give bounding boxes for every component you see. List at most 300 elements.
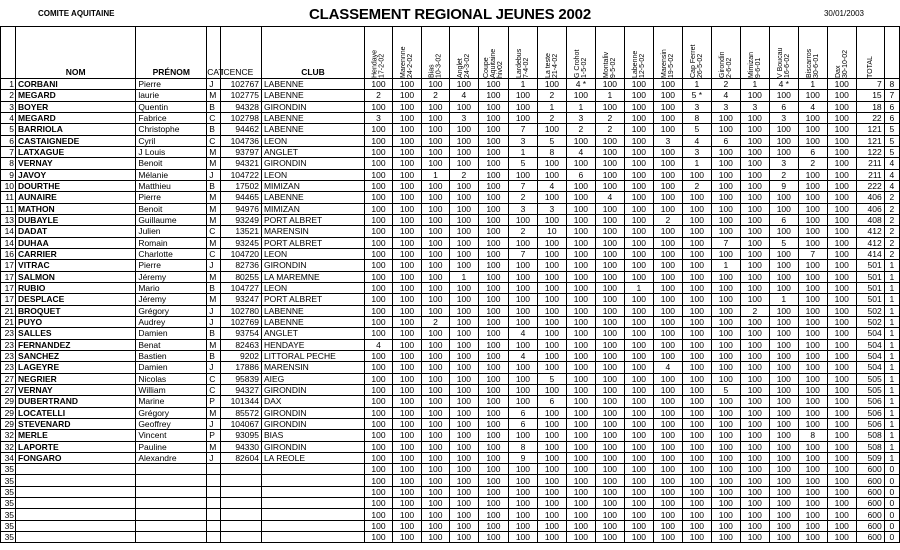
race-result-cell: 100 bbox=[595, 214, 624, 225]
race-result-cell: 100 bbox=[595, 498, 624, 509]
race-result-cell: 100 bbox=[769, 339, 798, 350]
race-result-cell: 100 bbox=[508, 373, 537, 384]
rank-cell: 17 bbox=[1, 282, 16, 293]
nom-cell: VITRAC bbox=[16, 260, 136, 271]
race-result-cell: 100 bbox=[566, 350, 595, 361]
race-result-cell: 100 bbox=[421, 101, 449, 112]
race-result-cell: 100 bbox=[478, 328, 508, 339]
race-result-cell: 100 bbox=[421, 464, 449, 475]
race-result-cell: 100 bbox=[595, 441, 624, 452]
cat-cell bbox=[207, 486, 221, 497]
race-result-cell: 100 bbox=[624, 509, 653, 520]
race-result-cell: 100 bbox=[478, 441, 508, 452]
race-result-cell: 100 bbox=[769, 305, 798, 316]
cat-cell bbox=[207, 509, 221, 520]
race-result-cell: 100 bbox=[392, 498, 421, 509]
race-result-cell: 100 bbox=[537, 475, 566, 486]
race-result-cell: 100 bbox=[740, 486, 769, 497]
rank-cell: 23 bbox=[1, 362, 16, 373]
race-result-cell: 100 bbox=[537, 441, 566, 452]
race-result-cell: 1 bbox=[508, 146, 537, 157]
race-result-cell: 100 bbox=[827, 384, 856, 395]
table-row bbox=[1, 237, 900, 248]
race-result-cell: 100 bbox=[508, 90, 537, 101]
race-result-cell: 100 bbox=[740, 430, 769, 441]
rank-cell: 29 bbox=[1, 407, 16, 418]
race-result-cell: 5 bbox=[682, 124, 711, 135]
race-result-cell: 100 bbox=[421, 112, 449, 123]
race-result-cell: 4 bbox=[653, 362, 682, 373]
race-result-cell: 1 bbox=[624, 282, 653, 293]
race-result-cell: 100 bbox=[478, 101, 508, 112]
race-result-cell: 100 bbox=[392, 339, 421, 350]
cat-cell: B bbox=[207, 350, 221, 361]
club-cell: PORT ALBRET bbox=[261, 294, 364, 305]
race-result-cell: 100 bbox=[449, 486, 478, 497]
race-result-cell: 100 bbox=[798, 498, 827, 509]
race-result-cell: 100 bbox=[508, 271, 537, 282]
race-result-cell: 100 bbox=[566, 430, 595, 441]
cat-cell: M bbox=[207, 214, 221, 225]
club-cell: MARENSIN bbox=[261, 362, 364, 373]
race-result-cell: 100 bbox=[449, 79, 478, 90]
document-date: 30/01/2003 bbox=[823, 9, 864, 18]
total-cell: 508 bbox=[856, 430, 884, 441]
rank-cell: 35 bbox=[1, 532, 16, 543]
race-result-cell: 100 bbox=[365, 509, 393, 520]
race-result-cell: 100 bbox=[827, 396, 856, 407]
total-cell: 408 bbox=[856, 214, 884, 225]
race-result-cell: 2 bbox=[449, 169, 478, 180]
cat-cell: M bbox=[207, 158, 221, 169]
race-result-cell: 5 bbox=[537, 135, 566, 146]
cat-cell: M bbox=[207, 192, 221, 203]
race-result-cell: 100 bbox=[624, 339, 653, 350]
rank-cell: 14 bbox=[1, 226, 16, 237]
race-result-cell: 100 bbox=[365, 384, 393, 395]
total-cell: 600 bbox=[856, 475, 884, 486]
race-result-cell: 100 bbox=[682, 248, 711, 259]
total-cell: 211 bbox=[856, 169, 884, 180]
race-result-cell: 100 bbox=[769, 384, 798, 395]
club-cell bbox=[261, 464, 364, 475]
race-result-cell: 100 bbox=[798, 418, 827, 429]
count-cell: 1 bbox=[884, 328, 899, 339]
race-result-cell: 100 bbox=[769, 441, 798, 452]
race-result-cell: 100 bbox=[566, 237, 595, 248]
race-result-cell: 100 bbox=[421, 328, 449, 339]
licence-cell bbox=[221, 486, 262, 497]
race-result-cell: 100 bbox=[449, 135, 478, 146]
ranking-rows bbox=[1, 79, 900, 543]
prenom-cell: Mélanie bbox=[136, 169, 207, 180]
table-row bbox=[1, 90, 900, 101]
club-cell bbox=[261, 486, 364, 497]
race-result-cell: 100 bbox=[653, 464, 682, 475]
count-cell: 5 bbox=[884, 135, 899, 146]
licence-cell: 94328 bbox=[221, 101, 262, 112]
race-result-cell: 100 bbox=[827, 339, 856, 350]
race-result-cell: 100 bbox=[624, 486, 653, 497]
race-result-cell: 100 bbox=[478, 214, 508, 225]
nom-cell: JAVOY bbox=[16, 169, 136, 180]
prenom-cell: laurie bbox=[136, 90, 207, 101]
race-result-cell: 100 bbox=[711, 328, 740, 339]
race-result-cell: 5 bbox=[508, 158, 537, 169]
race-result-cell: 100 bbox=[798, 373, 827, 384]
race-result-cell: 100 bbox=[682, 362, 711, 373]
licence-cell bbox=[221, 532, 262, 543]
race-result-cell: 4 * bbox=[769, 79, 798, 90]
cat-cell: M bbox=[207, 237, 221, 248]
licence-cell: 102767 bbox=[221, 79, 262, 90]
race-result-cell: 100 bbox=[711, 418, 740, 429]
race-result-cell: 4 bbox=[537, 180, 566, 191]
race-result-cell: 100 bbox=[421, 203, 449, 214]
race-result-cell: 100 bbox=[365, 282, 393, 293]
race-result-cell: 100 bbox=[508, 532, 537, 543]
race-result-cell: 100 bbox=[827, 237, 856, 248]
race-result-cell: 100 bbox=[653, 430, 682, 441]
club-cell: LA REOLE bbox=[261, 452, 364, 463]
race-result-cell: 100 bbox=[769, 452, 798, 463]
rank-cell: 35 bbox=[1, 475, 16, 486]
race-result-cell: 2 bbox=[711, 79, 740, 90]
cat-cell: M bbox=[207, 339, 221, 350]
cat-cell: C bbox=[207, 135, 221, 146]
race-result-cell: 100 bbox=[421, 509, 449, 520]
nom-cell: MEGARD bbox=[16, 90, 136, 101]
race-result-cell: 100 bbox=[798, 90, 827, 101]
race-result-cell: 100 bbox=[653, 384, 682, 395]
race-result-cell: 100 bbox=[653, 373, 682, 384]
race-result-cell: 100 bbox=[392, 532, 421, 543]
race-result-cell: 100 bbox=[711, 192, 740, 203]
rank-cell: 9 bbox=[1, 169, 16, 180]
race-result-cell: 100 bbox=[653, 180, 682, 191]
race-result-cell: 100 bbox=[769, 350, 798, 361]
licence-cell: 93245 bbox=[221, 237, 262, 248]
prenom-cell: Pierre bbox=[136, 192, 207, 203]
race-result-cell: 100 bbox=[421, 373, 449, 384]
table-row bbox=[1, 294, 900, 305]
race-result-cell: 100 bbox=[595, 373, 624, 384]
licence-cell: 93754 bbox=[221, 328, 262, 339]
race-result-cell: 100 bbox=[566, 135, 595, 146]
race-result-cell: 100 bbox=[508, 294, 537, 305]
race-result-cell: 100 bbox=[827, 260, 856, 271]
total-cell: 122 bbox=[856, 146, 884, 157]
race-result-cell: 100 bbox=[537, 520, 566, 531]
total-cell: 508 bbox=[856, 441, 884, 452]
race-result-cell: 100 bbox=[595, 339, 624, 350]
cat-cell: M bbox=[207, 441, 221, 452]
table-row bbox=[1, 146, 900, 157]
race-result-cell: 100 bbox=[566, 316, 595, 327]
race-result-cell: 100 bbox=[392, 158, 421, 169]
table-row bbox=[1, 169, 900, 180]
race-result-cell: 1 bbox=[798, 79, 827, 90]
race-result-cell: 100 bbox=[653, 260, 682, 271]
race-result-cell: 100 bbox=[711, 294, 740, 305]
race-result-cell: 100 bbox=[624, 237, 653, 248]
club-cell: LABENNE bbox=[261, 316, 364, 327]
race-result-cell: 100 bbox=[478, 271, 508, 282]
race-result-cell: 100 bbox=[769, 532, 798, 543]
race-result-cell: 100 bbox=[595, 396, 624, 407]
race-result-cell: 100 bbox=[537, 339, 566, 350]
race-result-cell: 100 bbox=[711, 520, 740, 531]
race-result-cell: 100 bbox=[827, 282, 856, 293]
race-result-cell: 100 bbox=[624, 316, 653, 327]
race-result-cell: 100 bbox=[392, 226, 421, 237]
race-result-cell: 100 bbox=[740, 214, 769, 225]
count-cell: 1 bbox=[884, 407, 899, 418]
race-result-cell: 100 bbox=[653, 498, 682, 509]
club-cell: DAX bbox=[261, 396, 364, 407]
race-result-cell: 100 bbox=[740, 350, 769, 361]
race-result-cell: 100 bbox=[478, 339, 508, 350]
total-cell: 600 bbox=[856, 464, 884, 475]
header-licence: ICENCE bbox=[221, 27, 262, 79]
race-result-cell: 100 bbox=[624, 146, 653, 157]
race-result-cell: 100 bbox=[798, 475, 827, 486]
race-result-cell: 100 bbox=[624, 79, 653, 90]
race-result-cell: 100 bbox=[711, 532, 740, 543]
race-result-cell: 100 bbox=[711, 452, 740, 463]
race-result-cell: 100 bbox=[711, 271, 740, 282]
race-result-cell: 100 bbox=[827, 316, 856, 327]
race-result-cell: 100 bbox=[449, 452, 478, 463]
club-cell: LABENNE bbox=[261, 305, 364, 316]
race-result-cell: 100 bbox=[711, 407, 740, 418]
nom-cell: DOURTHE bbox=[16, 180, 136, 191]
race-result-cell: 100 bbox=[769, 271, 798, 282]
race-result-cell: 2 bbox=[421, 90, 449, 101]
race-result-cell: 3 bbox=[769, 112, 798, 123]
race-result-cell: 100 bbox=[798, 441, 827, 452]
club-cell: ANGLET bbox=[261, 328, 364, 339]
table-row bbox=[1, 339, 900, 350]
race-result-cell: 100 bbox=[392, 441, 421, 452]
race-result-cell: 100 bbox=[566, 396, 595, 407]
cat-cell: C bbox=[207, 373, 221, 384]
race-result-cell: 100 bbox=[798, 294, 827, 305]
race-result-cell: 100 bbox=[682, 282, 711, 293]
prenom-cell: Benoit bbox=[136, 158, 207, 169]
race-result-cell: 100 bbox=[449, 441, 478, 452]
count-cell: 4 bbox=[884, 169, 899, 180]
race-result-cell: 100 bbox=[711, 248, 740, 259]
header-race: Girondin 2-6-02 bbox=[711, 27, 740, 79]
race-result-cell: 100 bbox=[624, 294, 653, 305]
licence-cell: 93249 bbox=[221, 214, 262, 225]
cat-cell bbox=[207, 498, 221, 509]
licence-cell: 102769 bbox=[221, 316, 262, 327]
nom-cell: SALMON bbox=[16, 271, 136, 282]
race-result-cell: 100 bbox=[740, 90, 769, 101]
licence-cell: 94976 bbox=[221, 203, 262, 214]
cat-cell: M bbox=[207, 407, 221, 418]
race-result-cell: 4 bbox=[595, 192, 624, 203]
race-result-cell: 100 bbox=[566, 260, 595, 271]
race-result-cell: 100 bbox=[595, 237, 624, 248]
race-result-cell: 100 bbox=[508, 464, 537, 475]
race-result-cell: 100 bbox=[711, 486, 740, 497]
count-cell: 1 bbox=[884, 339, 899, 350]
race-result-cell: 4 bbox=[682, 135, 711, 146]
nom-cell: BOYER bbox=[16, 101, 136, 112]
total-cell: 504 bbox=[856, 350, 884, 361]
race-result-cell: 100 bbox=[421, 237, 449, 248]
race-result-cell: 100 bbox=[421, 339, 449, 350]
cat-cell: B bbox=[207, 180, 221, 191]
race-result-cell: 100 bbox=[365, 373, 393, 384]
nom-cell: FERNANDEZ bbox=[16, 339, 136, 350]
rank-cell: 17 bbox=[1, 271, 16, 282]
prenom-cell bbox=[136, 486, 207, 497]
race-result-cell: 100 bbox=[392, 271, 421, 282]
race-result-cell: 100 bbox=[682, 464, 711, 475]
race-result-cell: 100 bbox=[478, 498, 508, 509]
race-result-cell: 100 bbox=[392, 373, 421, 384]
race-result-cell: 3 bbox=[740, 101, 769, 112]
table-row bbox=[1, 192, 900, 203]
race-result-cell: 100 bbox=[595, 203, 624, 214]
race-result-cell: 100 bbox=[566, 407, 595, 418]
race-result-cell: 100 bbox=[508, 237, 537, 248]
rank-cell: 32 bbox=[1, 441, 16, 452]
rank-cell: 17 bbox=[1, 294, 16, 305]
club-cell bbox=[261, 498, 364, 509]
race-result-cell: 100 bbox=[566, 452, 595, 463]
race-result-cell: 100 bbox=[769, 192, 798, 203]
nom-cell: SALLES bbox=[16, 328, 136, 339]
table-row bbox=[1, 226, 900, 237]
club-cell: LABENNE bbox=[261, 112, 364, 123]
race-result-cell: 100 bbox=[392, 520, 421, 531]
race-result-cell: 100 bbox=[827, 452, 856, 463]
race-result-cell: 3 bbox=[365, 112, 393, 123]
race-result-cell: 1 bbox=[449, 271, 478, 282]
race-result-cell: 100 bbox=[740, 509, 769, 520]
race-result-cell: 100 bbox=[624, 260, 653, 271]
race-result-cell: 100 bbox=[769, 203, 798, 214]
race-result-cell: 100 bbox=[798, 203, 827, 214]
race-result-cell: 100 bbox=[827, 214, 856, 225]
club-cell: GIRONDIN bbox=[261, 384, 364, 395]
race-result-cell: 100 bbox=[508, 475, 537, 486]
race-result-cell: 100 bbox=[740, 373, 769, 384]
race-result-cell: 100 bbox=[566, 282, 595, 293]
race-result-cell: 100 bbox=[392, 384, 421, 395]
rank-cell: 8 bbox=[1, 158, 16, 169]
count-cell: 0 bbox=[884, 464, 899, 475]
table-row bbox=[1, 373, 900, 384]
header-race: V Boucau 16-6-02 bbox=[769, 27, 798, 79]
race-result-cell: 100 bbox=[595, 135, 624, 146]
header-nom: NOM bbox=[16, 27, 136, 79]
total-cell: 509 bbox=[856, 452, 884, 463]
race-result-cell: 100 bbox=[365, 464, 393, 475]
race-result-cell: 5 * bbox=[682, 90, 711, 101]
race-result-cell: 2 bbox=[508, 192, 537, 203]
race-result-cell: 100 bbox=[449, 418, 478, 429]
race-result-cell: 100 bbox=[595, 271, 624, 282]
rank-cell: 23 bbox=[1, 328, 16, 339]
race-result-cell: 100 bbox=[740, 418, 769, 429]
race-result-cell: 100 bbox=[653, 316, 682, 327]
race-result-cell: 100 bbox=[827, 373, 856, 384]
race-result-cell: 100 bbox=[392, 509, 421, 520]
total-cell: 406 bbox=[856, 203, 884, 214]
race-result-cell: 100 bbox=[769, 248, 798, 259]
race-result-cell: 100 bbox=[624, 350, 653, 361]
race-result-cell: 100 bbox=[392, 90, 421, 101]
race-result-cell: 100 bbox=[711, 316, 740, 327]
race-result-cell: 100 bbox=[682, 271, 711, 282]
race-result-cell: 100 bbox=[653, 520, 682, 531]
race-result-cell: 100 bbox=[421, 294, 449, 305]
race-result-cell: 100 bbox=[365, 418, 393, 429]
race-result-cell: 100 bbox=[537, 124, 566, 135]
race-result-cell: 100 bbox=[392, 169, 421, 180]
race-result-cell: 100 bbox=[478, 452, 508, 463]
race-result-cell: 100 bbox=[827, 294, 856, 305]
race-result-cell: 100 bbox=[653, 101, 682, 112]
cat-cell: J bbox=[207, 260, 221, 271]
race-result-cell: 100 bbox=[537, 294, 566, 305]
club-cell: LABENNE bbox=[261, 79, 364, 90]
total-cell: 7 bbox=[856, 79, 884, 90]
race-result-cell: 100 bbox=[595, 180, 624, 191]
header-race: Hendaye 17-2-02 bbox=[365, 27, 393, 79]
race-result-cell: 100 bbox=[769, 396, 798, 407]
race-result-cell: 100 bbox=[449, 350, 478, 361]
race-result-cell: 100 bbox=[478, 418, 508, 429]
race-result-cell: 100 bbox=[798, 237, 827, 248]
race-result-cell: 100 bbox=[653, 509, 682, 520]
race-result-cell: 100 bbox=[365, 237, 393, 248]
header-race: Bias 10-3-02 bbox=[421, 27, 449, 79]
race-result-cell: 100 bbox=[478, 124, 508, 135]
nom-cell bbox=[16, 509, 136, 520]
total-cell: 222 bbox=[856, 180, 884, 191]
rank-cell: 21 bbox=[1, 316, 16, 327]
prenom-cell: Pauline bbox=[136, 441, 207, 452]
race-result-cell: 100 bbox=[740, 282, 769, 293]
race-result-cell: 100 bbox=[392, 486, 421, 497]
prenom-cell: Benoit bbox=[136, 203, 207, 214]
club-cell: LABENNE bbox=[261, 192, 364, 203]
race-result-cell: 100 bbox=[365, 180, 393, 191]
count-cell: 1 bbox=[884, 260, 899, 271]
race-result-cell: 100 bbox=[769, 498, 798, 509]
race-result-cell: 100 bbox=[392, 135, 421, 146]
rank-cell: 2 bbox=[1, 90, 16, 101]
table-row bbox=[1, 430, 900, 441]
race-result-cell: 2 bbox=[537, 112, 566, 123]
nom-cell bbox=[16, 464, 136, 475]
race-result-cell: 100 bbox=[537, 384, 566, 395]
race-result-cell: 100 bbox=[365, 316, 393, 327]
race-result-cell: 100 bbox=[595, 452, 624, 463]
count-cell: 1 bbox=[884, 452, 899, 463]
race-result-cell: 100 bbox=[478, 112, 508, 123]
count-cell: 7 bbox=[884, 90, 899, 101]
race-result-cell: 100 bbox=[508, 486, 537, 497]
count-cell: 1 bbox=[884, 430, 899, 441]
